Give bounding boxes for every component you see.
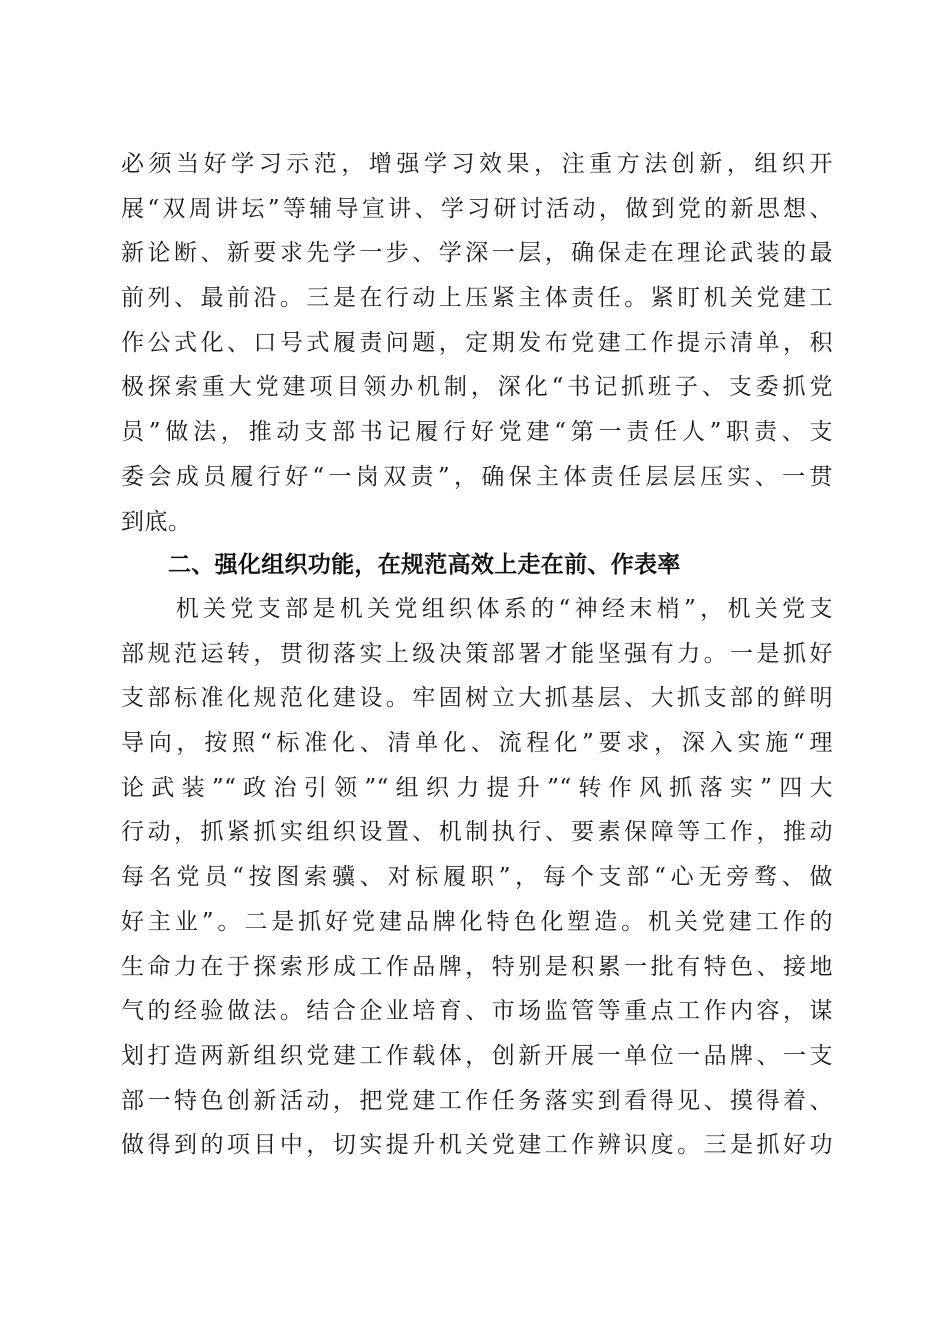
section-heading: 二、强化组织功能，在规范高效上走在前、作表率 xyxy=(168,552,681,578)
paragraph-1 xyxy=(121,142,833,544)
text-line: 生命力在于探索形成工作品牌，特别是积累一批有特色、接地 xyxy=(121,953,833,980)
text-line: 做得到的项目中，切实提升机关党建工作辨识度。三是抓好功 xyxy=(121,1132,833,1159)
text-line: 部一特色创新活动，把党建工作任务落实到看得见、摸得着、 xyxy=(121,1087,833,1114)
text-line: 新论断、新要求先学一步、学深一层，确保走在理论武装的最 xyxy=(121,240,833,267)
text-line: 行动，抓紧抓实组织设置、机制执行、要素保障等工作，推动 xyxy=(121,819,833,846)
text-line: 必须当好学习示范，增强学习效果，注重方法创新，组织开 xyxy=(121,151,833,177)
text-line: 支部标准化规范化建设。牢固树立大抓基层、大抓支部的鲜明 xyxy=(121,685,833,712)
text-line: 每名党员“按图索骥、对标履职”，每个支部“心无旁骛、做 xyxy=(121,864,833,891)
text-line: 论武装”“政治引领”“组织力提升”“转作风抓落实”四大 xyxy=(121,774,833,801)
text-line: 作公式化、口号式履责问题，定期发布党建工作提示清单，积 xyxy=(121,329,833,356)
text-line: 极探索重大党建项目领办机制，深化“书记抓班子、支委抓党 xyxy=(121,374,833,401)
text-line: 部规范运转，贯彻落实上级决策部署才能坚强有力。一是抓好 xyxy=(121,640,833,667)
text-line: 到底。 xyxy=(121,508,192,535)
text-line: 好主业”。二是抓好党建品牌化特色化塑造。机关党建工作的 xyxy=(121,908,833,935)
text-line: 气的经验做法。结合企业培育、市场监管等重点工作内容，谋 xyxy=(121,998,833,1025)
text-line: 机关党支部是机关党组织体系的“神经末梢”，机关党支 xyxy=(121,596,833,622)
paragraph-2 xyxy=(121,587,833,1168)
text-line: 划打造两新组织党建工作载体，创新开展一单位一品牌、一支 xyxy=(121,1042,833,1069)
text-line: 前列、最前沿。三是在行动上压紧主体责任。紧盯机关党建工 xyxy=(121,285,833,312)
text-line: 展“双周讲坛”等辅导宣讲、学习研讨活动，做到党的新思想、 xyxy=(121,195,833,222)
text-line: 导向，按照“标准化、清单化、流程化”要求，深入实施“理 xyxy=(121,730,833,757)
text-line: 委会成员履行好“一岗双责”，确保主体责任层层压实、一贯 xyxy=(121,463,833,490)
text-line: 员”做法，推动支部书记履行好党建“第一责任人”职责、支 xyxy=(121,419,833,446)
